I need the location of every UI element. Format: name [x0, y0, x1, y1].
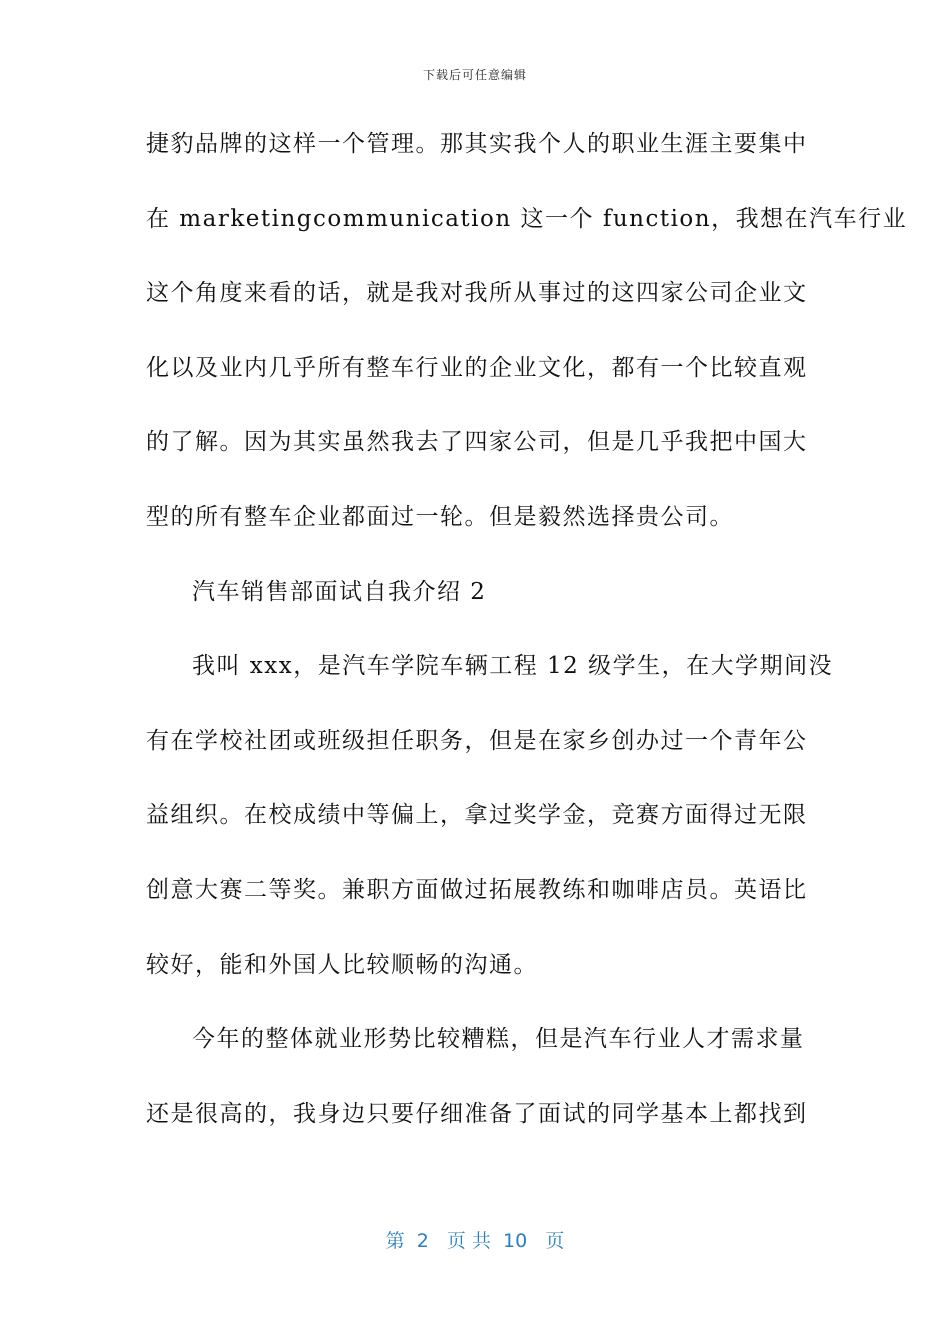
section-heading: 汽车销售部面试自我介绍 2: [192, 578, 487, 605]
paragraph-line: 的了解。因为其实虽然我去了四家公司，但是几乎我把中国大: [146, 429, 808, 456]
paragraph-line: 较好，能和外国人比较顺畅的沟通。: [146, 951, 538, 978]
paragraph-line: 今年的整体就业形势比较糟糕，但是汽车行业人才需求量: [192, 1026, 805, 1053]
paragraph-line: 益组织。在校成绩中等偏上，拿过奖学金，竞赛方面得过无限: [146, 802, 808, 829]
paragraph-line: 在 marketingcommunication 这一个 function，我想在汽车行业: [146, 205, 908, 232]
paragraph-line: 这个角度来看的话，就是我对我所从事过的这四家公司企业文: [146, 280, 808, 307]
paragraph-line: 型的所有整车企业都面过一轮。但是毅然选择贵公司。: [146, 503, 734, 530]
paragraph-line: 我叫 xxx，是汽车学院车辆工程 12 级学生，在大学期间没: [192, 653, 834, 680]
paragraph-line: 化以及业内几乎所有整车行业的企业文化，都有一个比较直观: [146, 354, 808, 381]
page-header: 下载后可任意编辑: [422, 68, 527, 82]
paragraph-line: 捷豹品牌的这样一个管理。那其实我个人的职业生涯主要集中: [146, 131, 808, 157]
paragraph-line: 创意大赛二等奖。兼职方面做过拓展教练和咖啡店员。英语比: [146, 876, 808, 903]
page-number-footer: 第 2 页 共 10 页: [385, 1230, 565, 1252]
paragraph-line: 有在学校社团或班级担任职务，但是在家乡创办过一个青年公: [146, 727, 808, 754]
document-body: [146, 118, 908, 1162]
paragraph-line: 还是很高的，我身边只要仔细准备了面试的同学基本上都找到: [146, 1100, 808, 1127]
